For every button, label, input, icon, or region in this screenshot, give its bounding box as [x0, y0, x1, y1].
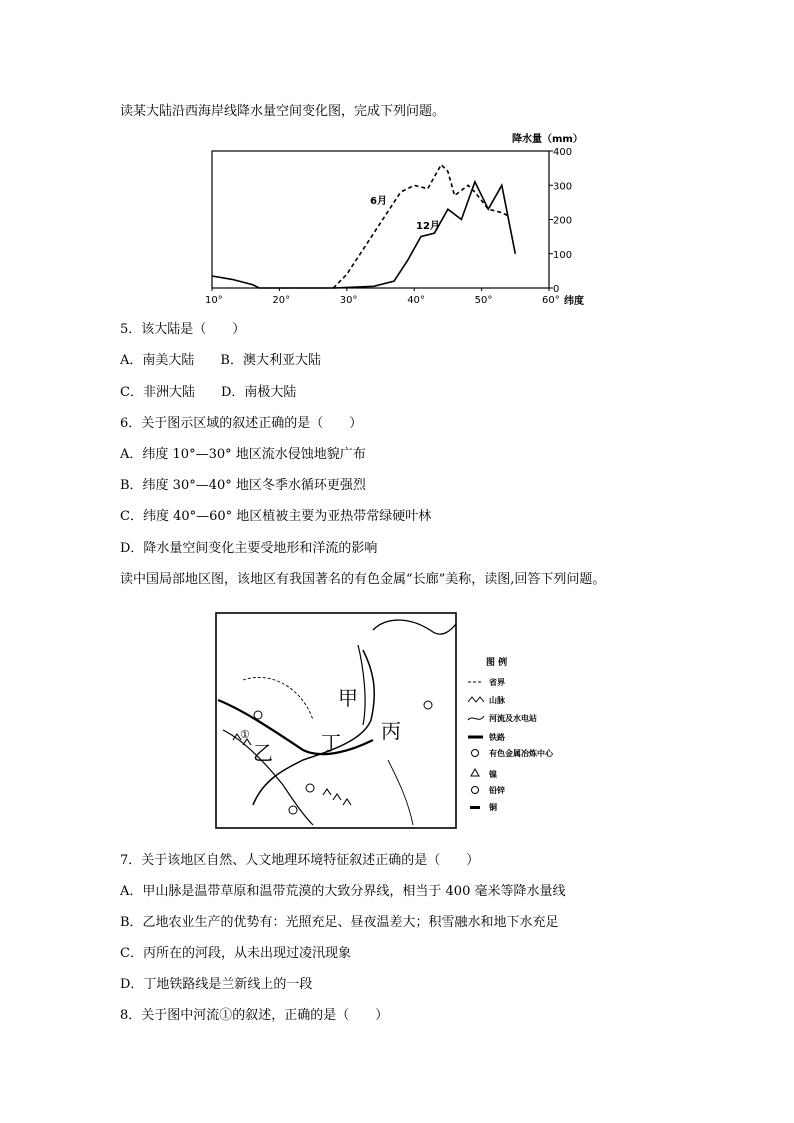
legend-item: 铅锌	[489, 786, 505, 795]
map-label-bing: 丙	[381, 719, 401, 743]
x-tick-label: 50°	[474, 295, 493, 306]
legend-item: 山脉	[489, 696, 505, 705]
legend-mountain-symbol	[468, 697, 484, 702]
plot-frame	[212, 151, 549, 288]
intro-text-1: 读某大陆沿西海岸线降水量空间变化图，完成下列问题。	[120, 104, 446, 119]
q6-stem: 6．关于图示区域的叙述正确的是（ ）	[120, 416, 363, 431]
x-tick-label: 40°	[407, 295, 425, 306]
y-tick-label: 300	[553, 181, 573, 193]
regional-map-svg	[213, 610, 553, 832]
series-december-label: 12月	[416, 221, 440, 232]
precipitation-chart	[190, 128, 600, 308]
x-tick-label: 30°	[339, 295, 358, 306]
y-tick-label: 0	[553, 284, 560, 295]
y-tick-label: 100	[553, 249, 573, 261]
precipitation-chart-svg	[190, 128, 600, 308]
map-label-ding: 丁	[321, 731, 341, 755]
legend-nickel-symbol	[471, 769, 479, 776]
x-tick-label: 60°	[542, 295, 560, 306]
q7-option-a: A．甲山脉是温带草原和温带荒漠的大致分界线，相当于 400 毫米等降水量线	[120, 884, 566, 899]
intro-text-2: 读中国局部地区图，该地区有我国著名的有色金属“长廊”美称，读图,回答下列问题。	[120, 572, 606, 587]
regional-map	[213, 610, 553, 832]
y-tick-label: 200	[553, 215, 573, 227]
map-label-jia: 甲	[338, 686, 358, 710]
series-june-label: 6月	[370, 196, 387, 207]
q8-stem: 8．关于图中河流①的叙述，正确的是（ ）	[120, 1008, 389, 1023]
x-axis-label: 纬度	[564, 296, 584, 307]
legend-item: 铜	[489, 803, 497, 812]
legend-item: 铁路	[489, 733, 505, 742]
y-tick-label: 400	[553, 147, 573, 158]
legend-item: 有色金属冶炼中心	[489, 749, 553, 758]
q6-option-c: C．纬度 40°—60° 地区植被主要为亚热带常绿硬叶林	[120, 509, 432, 524]
legend-item: 镍	[489, 770, 497, 779]
q7-option-b: B．乙地农业生产的优势有：光照充足、昼夜温差大；积雪融水和地下水充足	[120, 915, 559, 930]
legend-item: 河流及水电站	[489, 714, 537, 723]
series-december-line	[212, 182, 515, 288]
q7-option-d: D．丁地铁路线是兰新线上的一段	[120, 977, 313, 992]
legend-smelting-symbol	[472, 750, 479, 757]
legend-river-symbol	[468, 716, 484, 720]
x-tick-label: 10°	[205, 295, 223, 306]
legend-copper-symbol	[470, 806, 480, 809]
q7-option-c: C．丙所在的河段，从未出现过凌汛现象	[120, 946, 351, 961]
legend-title: 图 例	[486, 658, 508, 668]
map-label-river-1: ①	[240, 728, 250, 741]
q5-options-cd: C．非洲大陆 D．南极大陆	[120, 385, 297, 400]
y-axis-label: 降水量（mm）	[512, 134, 583, 145]
q6-option-b: B．纬度 30°—40° 地区冬季水循环更强烈	[120, 478, 366, 493]
x-tick-label: 20°	[272, 295, 291, 306]
legend-leadzinc-symbol	[472, 787, 479, 794]
q6-option-a: A．纬度 10°—30° 地区流水侵蚀地貌广布	[120, 447, 366, 462]
q6-option-d: D．降水量空间变化主要受地形和洋流的影响	[120, 541, 378, 556]
q7-stem: 7．关于该地区自然、人文地理环境特征叙述正确的是（ ）	[120, 853, 480, 868]
legend-item: 省界	[489, 678, 505, 687]
q5-stem: 5．该大陆是（ ）	[120, 322, 246, 337]
q5-options-ab: A．南美大陆 B．澳大利亚大陆	[120, 353, 321, 368]
map-label-yi: 乙	[253, 741, 273, 765]
